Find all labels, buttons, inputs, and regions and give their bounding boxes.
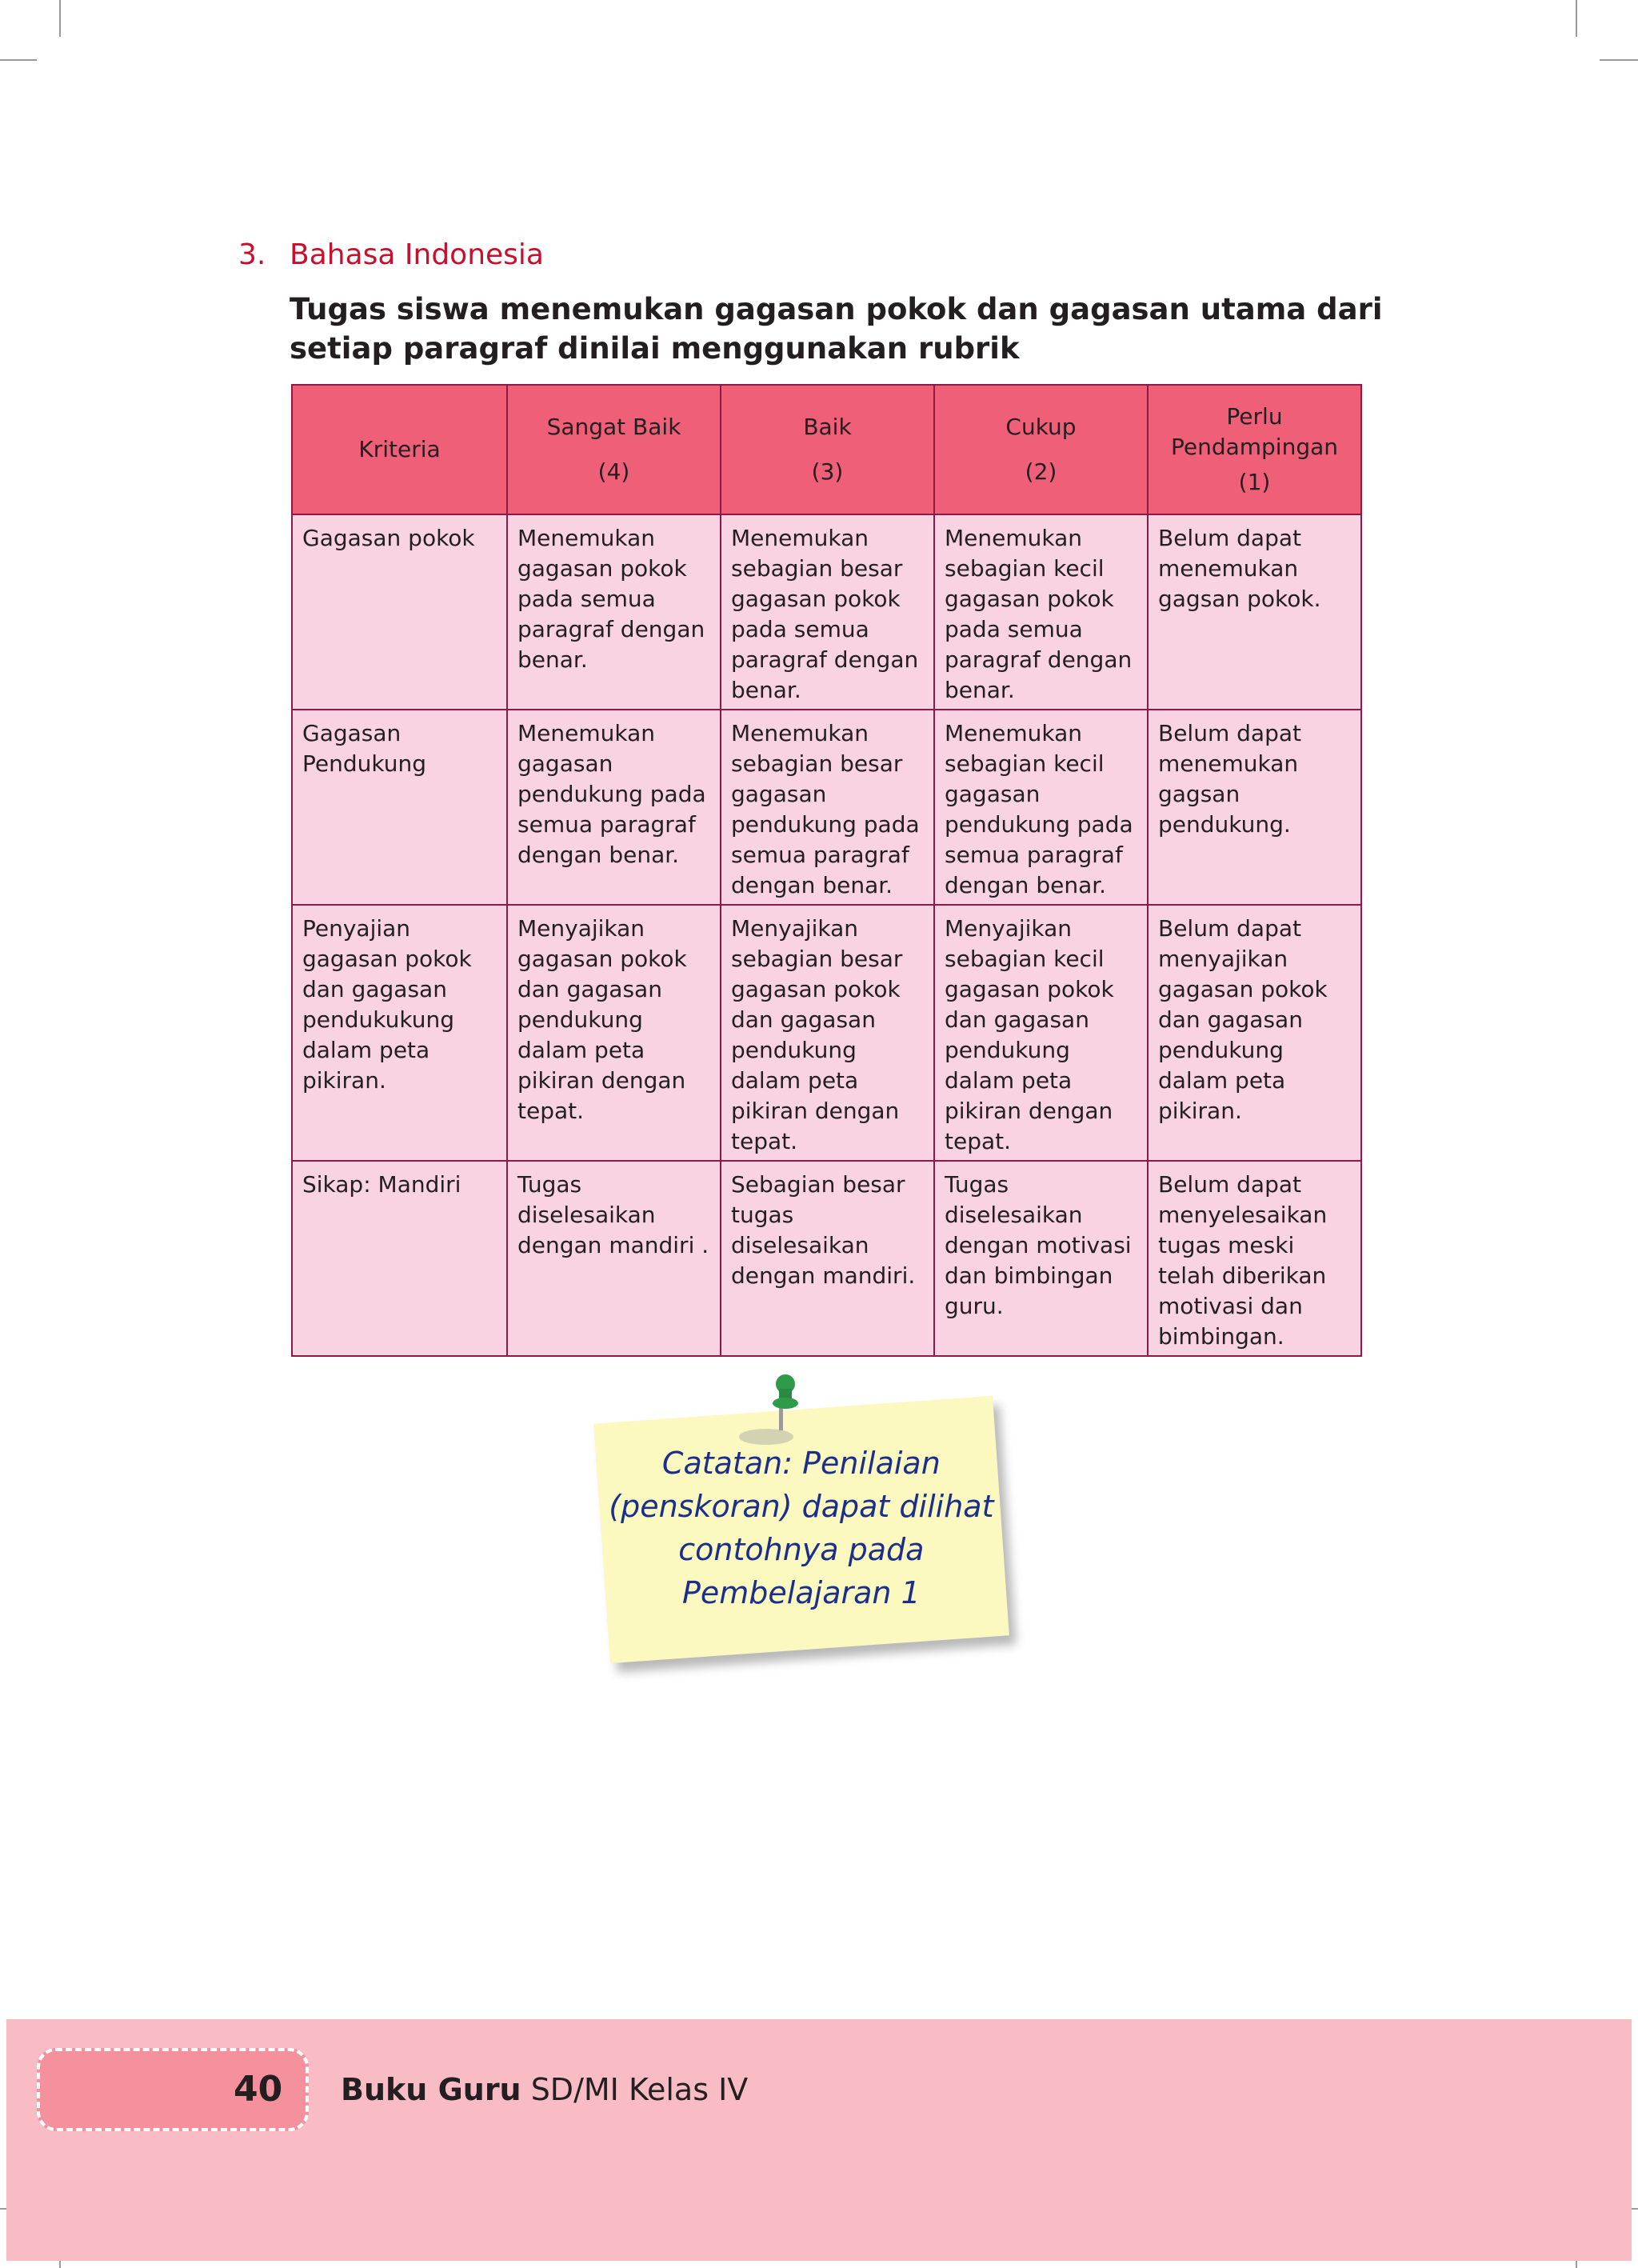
book-title: Buku Guru SD/MI Kelas IV bbox=[341, 2072, 749, 2107]
table-cell: Menemukan sebagian kecil gagasan pokok pada semua paragraf dengan benar. bbox=[934, 514, 1148, 710]
table-cell: Menyajikan sebagian kecil gagasan pokok dan gagasan pendukung dalam peta pikiran dengan tepat. bbox=[934, 905, 1148, 1161]
table-row bbox=[292, 710, 1361, 905]
table-cell: Tugas diselesaikan dengan motivasi dan bimbingan guru. bbox=[934, 1161, 1148, 1356]
section-heading bbox=[238, 238, 544, 271]
header-kriteria: Kriteria bbox=[292, 385, 507, 514]
table-cell: Tugas diselesaikan dengan mandiri . bbox=[507, 1161, 721, 1356]
crop-mark bbox=[1576, 0, 1577, 37]
crop-mark bbox=[0, 59, 37, 61]
table-cell: Menyajikan sebagian besar gagasan pokok dan gagasan pendukung dalam peta pikiran dengan tepat. bbox=[721, 905, 934, 1161]
table-cell: Sebagian besar tugas diselesaikan dengan mandiri. bbox=[721, 1161, 934, 1356]
rubric-table bbox=[291, 384, 1362, 1357]
header-cukup: Cukup (2) bbox=[934, 385, 1148, 514]
table-cell: Belum dapat menyajikan gagasan pokok dan gagasan pendukung dalam peta pikiran. bbox=[1148, 905, 1361, 1161]
table-cell: Sikap: Mandiri bbox=[292, 1161, 507, 1356]
table-cell: Menyajikan gagasan pokok dan gagasan pendukung dalam peta pikiran dengan tepat. bbox=[507, 905, 721, 1161]
intro-text: Tugas siswa menemukan gagasan pokok dan gagasan utama dari setiap paragraf dinilai menggunakan rubrik bbox=[290, 292, 1383, 366]
table-cell: Belum dapat menemukan gagsan pendukung. bbox=[1148, 710, 1361, 905]
header-sangat-baik: Sangat Baik (4) bbox=[507, 385, 721, 514]
table-row bbox=[292, 905, 1361, 1161]
section-title: Bahasa Indonesia bbox=[290, 238, 544, 271]
table-cell: Menemukan gagasan pokok pada semua paragraf dengan benar. bbox=[507, 514, 721, 710]
section-number: 3. bbox=[238, 238, 266, 271]
note-text: Catatan: Penilaian (penskoran) dapat dilihat contohnya pada Pembelajaran 1 bbox=[609, 1446, 994, 1611]
table-row bbox=[292, 1161, 1361, 1356]
table-row bbox=[292, 514, 1361, 710]
table-cell: Gagasan Pendukung bbox=[292, 710, 507, 905]
page-number: 40 bbox=[234, 2069, 283, 2110]
table-cell: Penyajian gagasan pokok dan gagasan pendukukung dalam peta pikiran. bbox=[292, 905, 507, 1161]
table-cell: Menemukan gagasan pendukung pada semua paragraf dengan benar. bbox=[507, 710, 721, 905]
table-cell: Gagasan pokok bbox=[292, 514, 507, 710]
table-header-row bbox=[292, 385, 1361, 514]
table-cell: Menemukan sebagian besar gagasan pokok pada semua paragraf dengan benar. bbox=[721, 514, 934, 710]
crop-mark bbox=[1600, 59, 1638, 61]
table-cell: Belum dapat menyelesaikan tugas meski telah diberikan motivasi dan bimbingan. bbox=[1148, 1161, 1361, 1356]
push-pin-icon bbox=[720, 1373, 808, 1453]
table-cell: Belum dapat menemukan gagsan pokok. bbox=[1148, 514, 1361, 710]
header-baik: Baik (3) bbox=[721, 385, 934, 514]
header-perlu-pendampingan: Perlu Pendampingan (1) bbox=[1148, 385, 1361, 514]
crop-mark bbox=[59, 0, 61, 37]
table-cell: Menemukan sebagian besar gagasan pendukung pada semua paragraf dengan benar. bbox=[721, 710, 934, 905]
table-cell: Menemukan sebagian kecil gagasan pendukung pada semua paragraf dengan benar. bbox=[934, 710, 1148, 905]
